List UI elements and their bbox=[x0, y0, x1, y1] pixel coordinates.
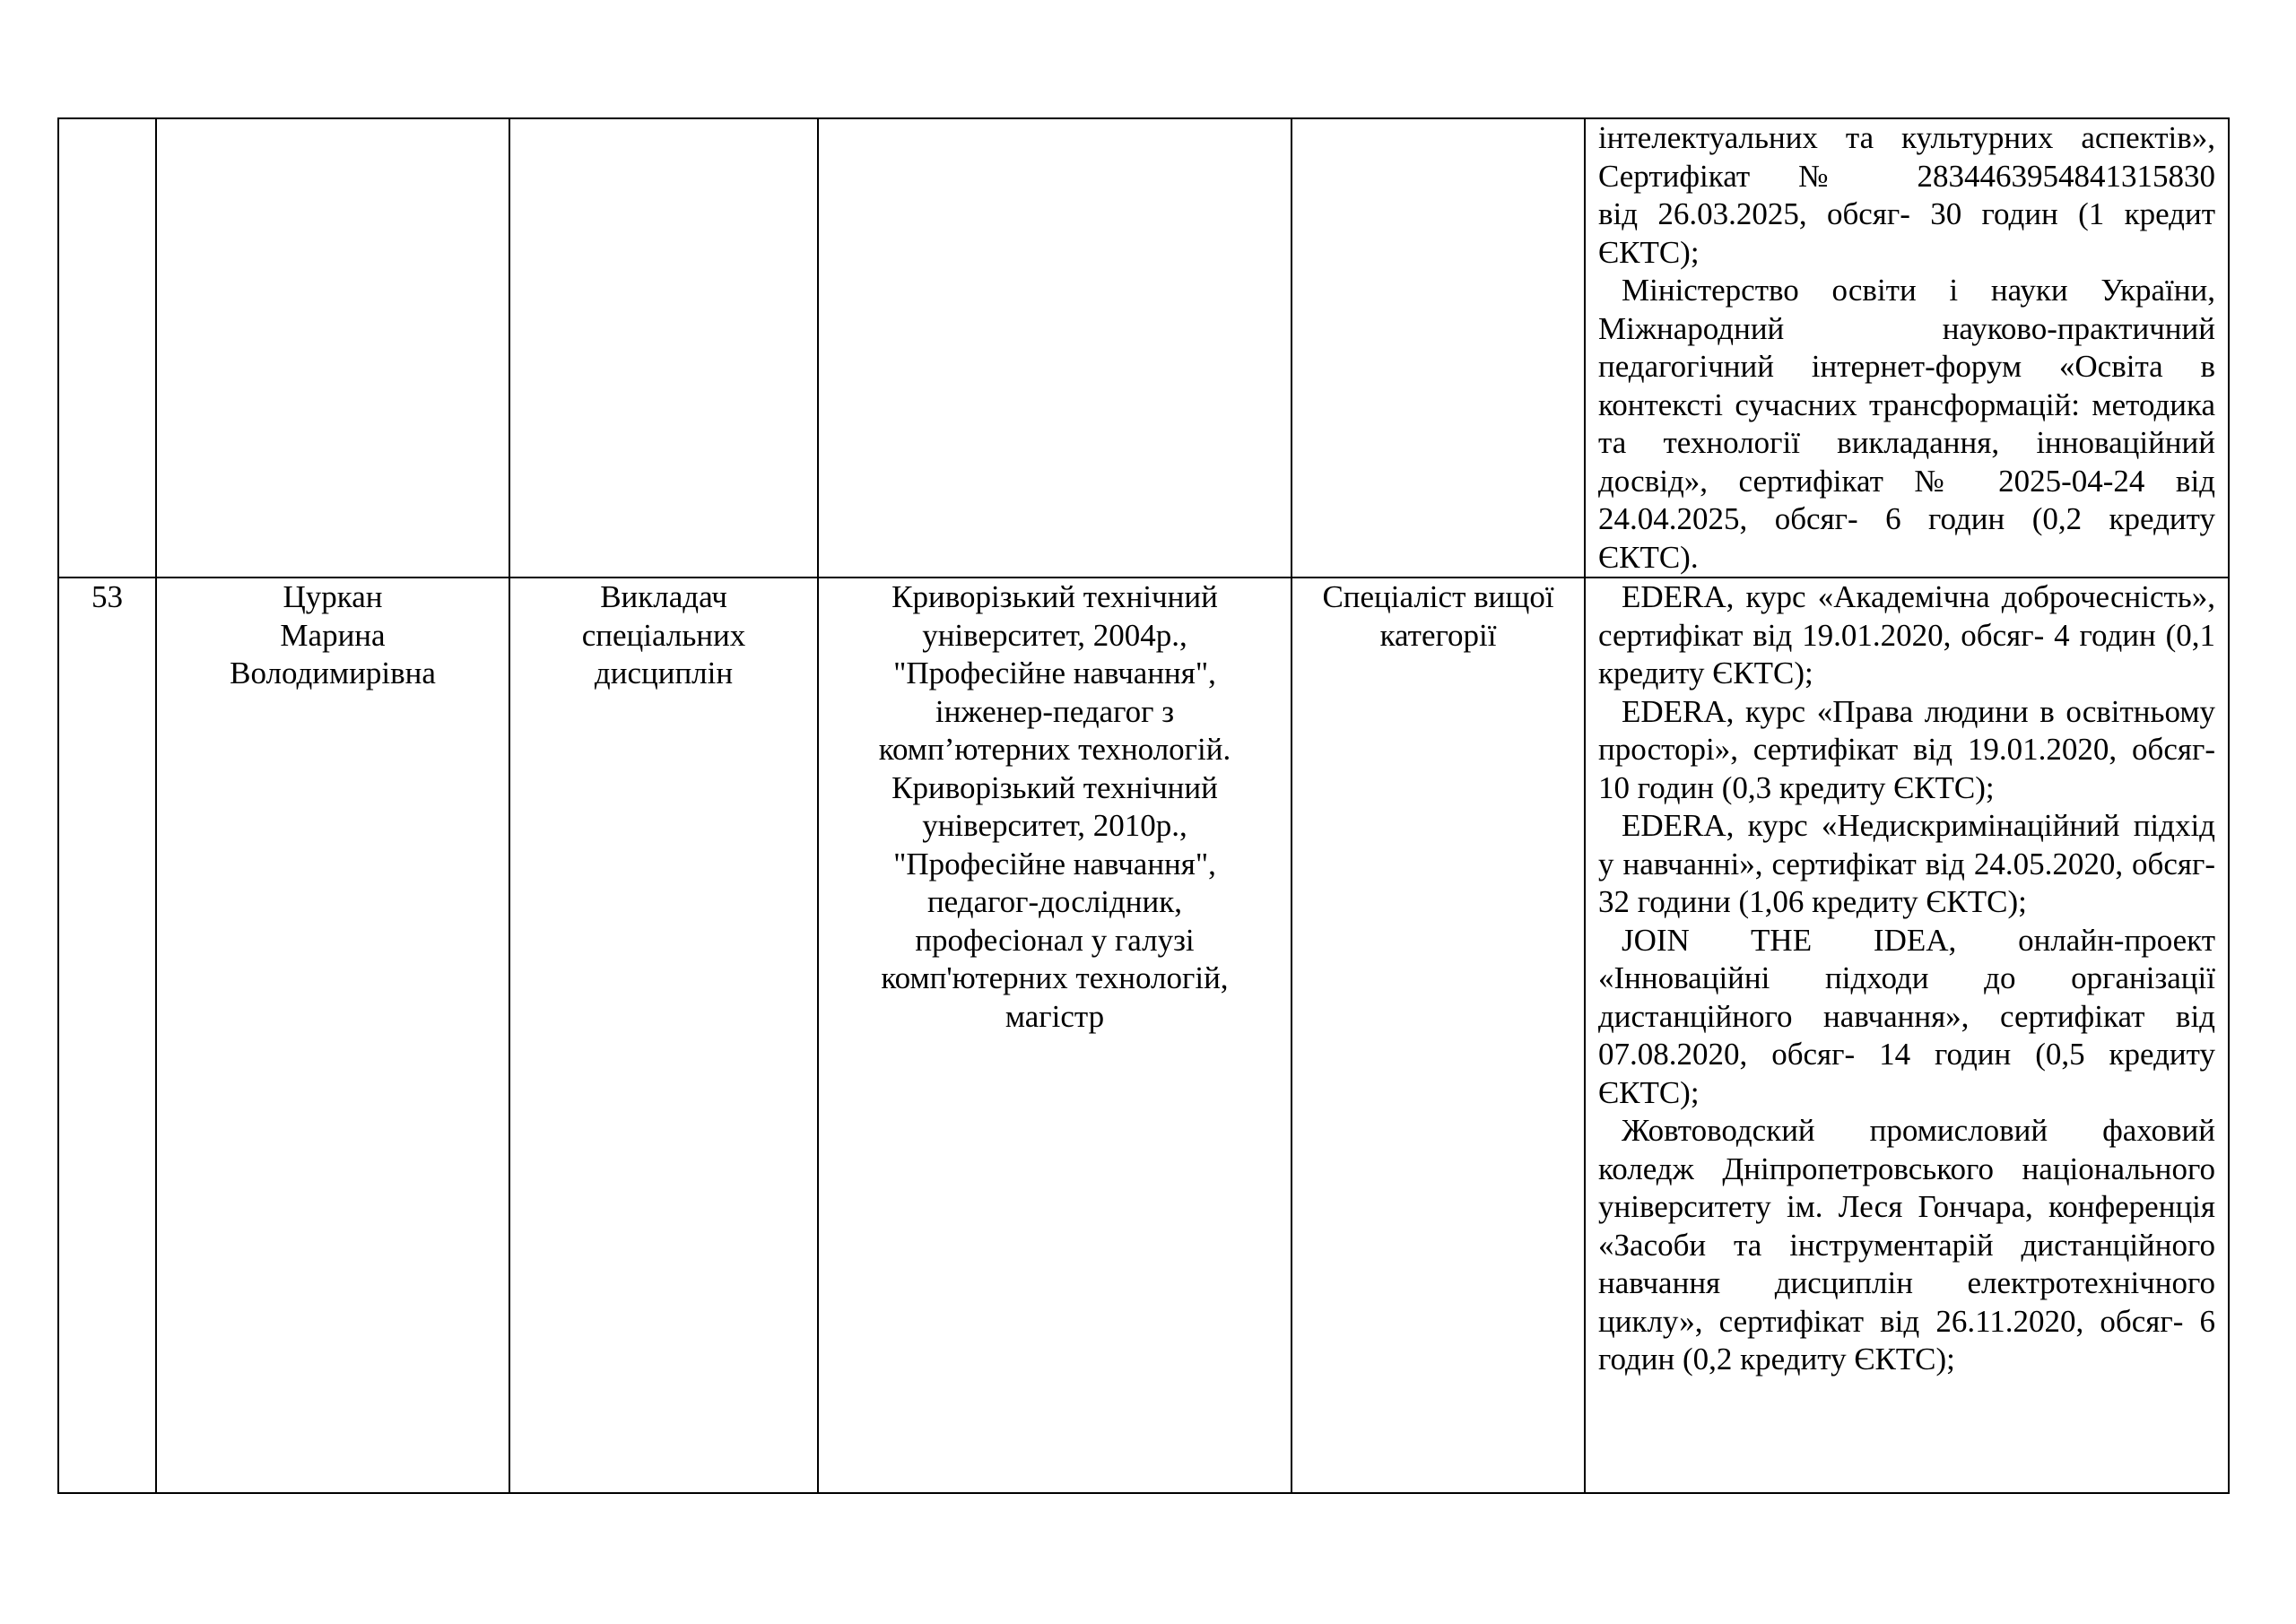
category-cell bbox=[1292, 578, 1585, 1493]
category-line: Спеціаліст вищої bbox=[1322, 579, 1554, 614]
position-line: Викладач bbox=[600, 579, 727, 614]
education-line: магістр bbox=[1004, 998, 1105, 1034]
education-line: університет, 2010р., bbox=[922, 808, 1187, 843]
staff-table bbox=[57, 117, 2230, 1494]
training-entry: інтелектуальних та культурних аспектів», Сертифікат № 2834463954841315830 bbox=[1598, 120, 2215, 194]
education-line: комп'ютерних технологій, bbox=[881, 960, 1229, 995]
education-line: Криворізький технічний bbox=[891, 769, 1218, 805]
training-entry: Жовтоводский промисловий фаховий коледж Дніпропетровського національного університету ім. Леся Гончара, конференція «Засоби та інструментарій дистанційного навчання дисциплін електротехнічного циклу», сертифікат від 26.11.2020, обсяг- 6 годин (0,2 кредиту ЄКТС); bbox=[1598, 1113, 2215, 1376]
education-line: Криворізький технічний bbox=[891, 579, 1218, 614]
training-entry: EDERA, курс «Недискримінаційний підхід у навчанні», сертифікат від 24.05.2020, обсяг- 32 години (1,06 кредиту ЄКТС); bbox=[1598, 808, 2215, 919]
position-line: спеціальних bbox=[581, 617, 746, 653]
education-line: професіонал у галузі bbox=[915, 922, 1195, 958]
name-cell bbox=[156, 578, 509, 1493]
training-entry: Міністерство освіти і науки України, Міжнародний науково-практичний педагогічний інтернет-форум «Освіта в контексті сучасних трансформацій: методика та технології викладання, інноваційний досвід», сертифікат № 2025-04-24 від 24.04.2025, обсяг- 6 годин (0,2 кредиту ЄКТС). bbox=[1598, 273, 2215, 575]
training-details-cell bbox=[1585, 578, 2229, 1493]
position-cell bbox=[509, 578, 818, 1493]
education-cell bbox=[818, 118, 1292, 578]
training-details-cell bbox=[1585, 118, 2229, 578]
category-line: категорії bbox=[1379, 617, 1497, 653]
education-line: інженер-педагог з bbox=[935, 693, 1175, 729]
training-entry: EDERA, курс «Права людини в освітньому просторі», сертифікат від 19.01.2020, обсяг- 10 годин (0,3 кредиту ЄКТС); bbox=[1598, 693, 2215, 805]
education-line: педагог-дослідник, bbox=[926, 884, 1183, 919]
education-line: "Професійне навчання", bbox=[893, 846, 1216, 881]
position-line: дисциплін bbox=[594, 656, 734, 690]
row-number: 53 bbox=[91, 579, 123, 614]
number-cell bbox=[58, 578, 156, 1493]
education-line: комп’ютерних технологій. bbox=[878, 732, 1231, 767]
name-line: Цуркан bbox=[283, 579, 383, 614]
name-cell bbox=[156, 118, 509, 578]
training-entry: JOIN THE IDEA, онлайн-проект «Інноваційні підходи до організації дистанційного навчання», сертифікат від 07.08.2020, обсяг- 14 годин (0,5 кредиту ЄКТС); bbox=[1598, 922, 2215, 1110]
name-line: Марина bbox=[280, 617, 386, 653]
training-entry: від 26.03.2025, обсяг- 30 годин (1 кредит ЄКТС); bbox=[1598, 196, 2215, 270]
table-row bbox=[58, 578, 2229, 1493]
position-cell bbox=[509, 118, 818, 578]
education-line: "Професійне навчання", bbox=[893, 656, 1216, 690]
training-entry: EDERA, курс «Академічна доброчесність», сертифікат від 19.01.2020, обсяг- 4 годин (0,1 кредиту ЄКТС); bbox=[1598, 579, 2215, 690]
category-cell bbox=[1292, 118, 1585, 578]
education-line: університет, 2004р., bbox=[922, 617, 1187, 653]
education-cell bbox=[818, 578, 1292, 1493]
number-cell bbox=[58, 118, 156, 578]
name-line: Володимирівна bbox=[230, 656, 436, 690]
table-row bbox=[58, 118, 2229, 578]
